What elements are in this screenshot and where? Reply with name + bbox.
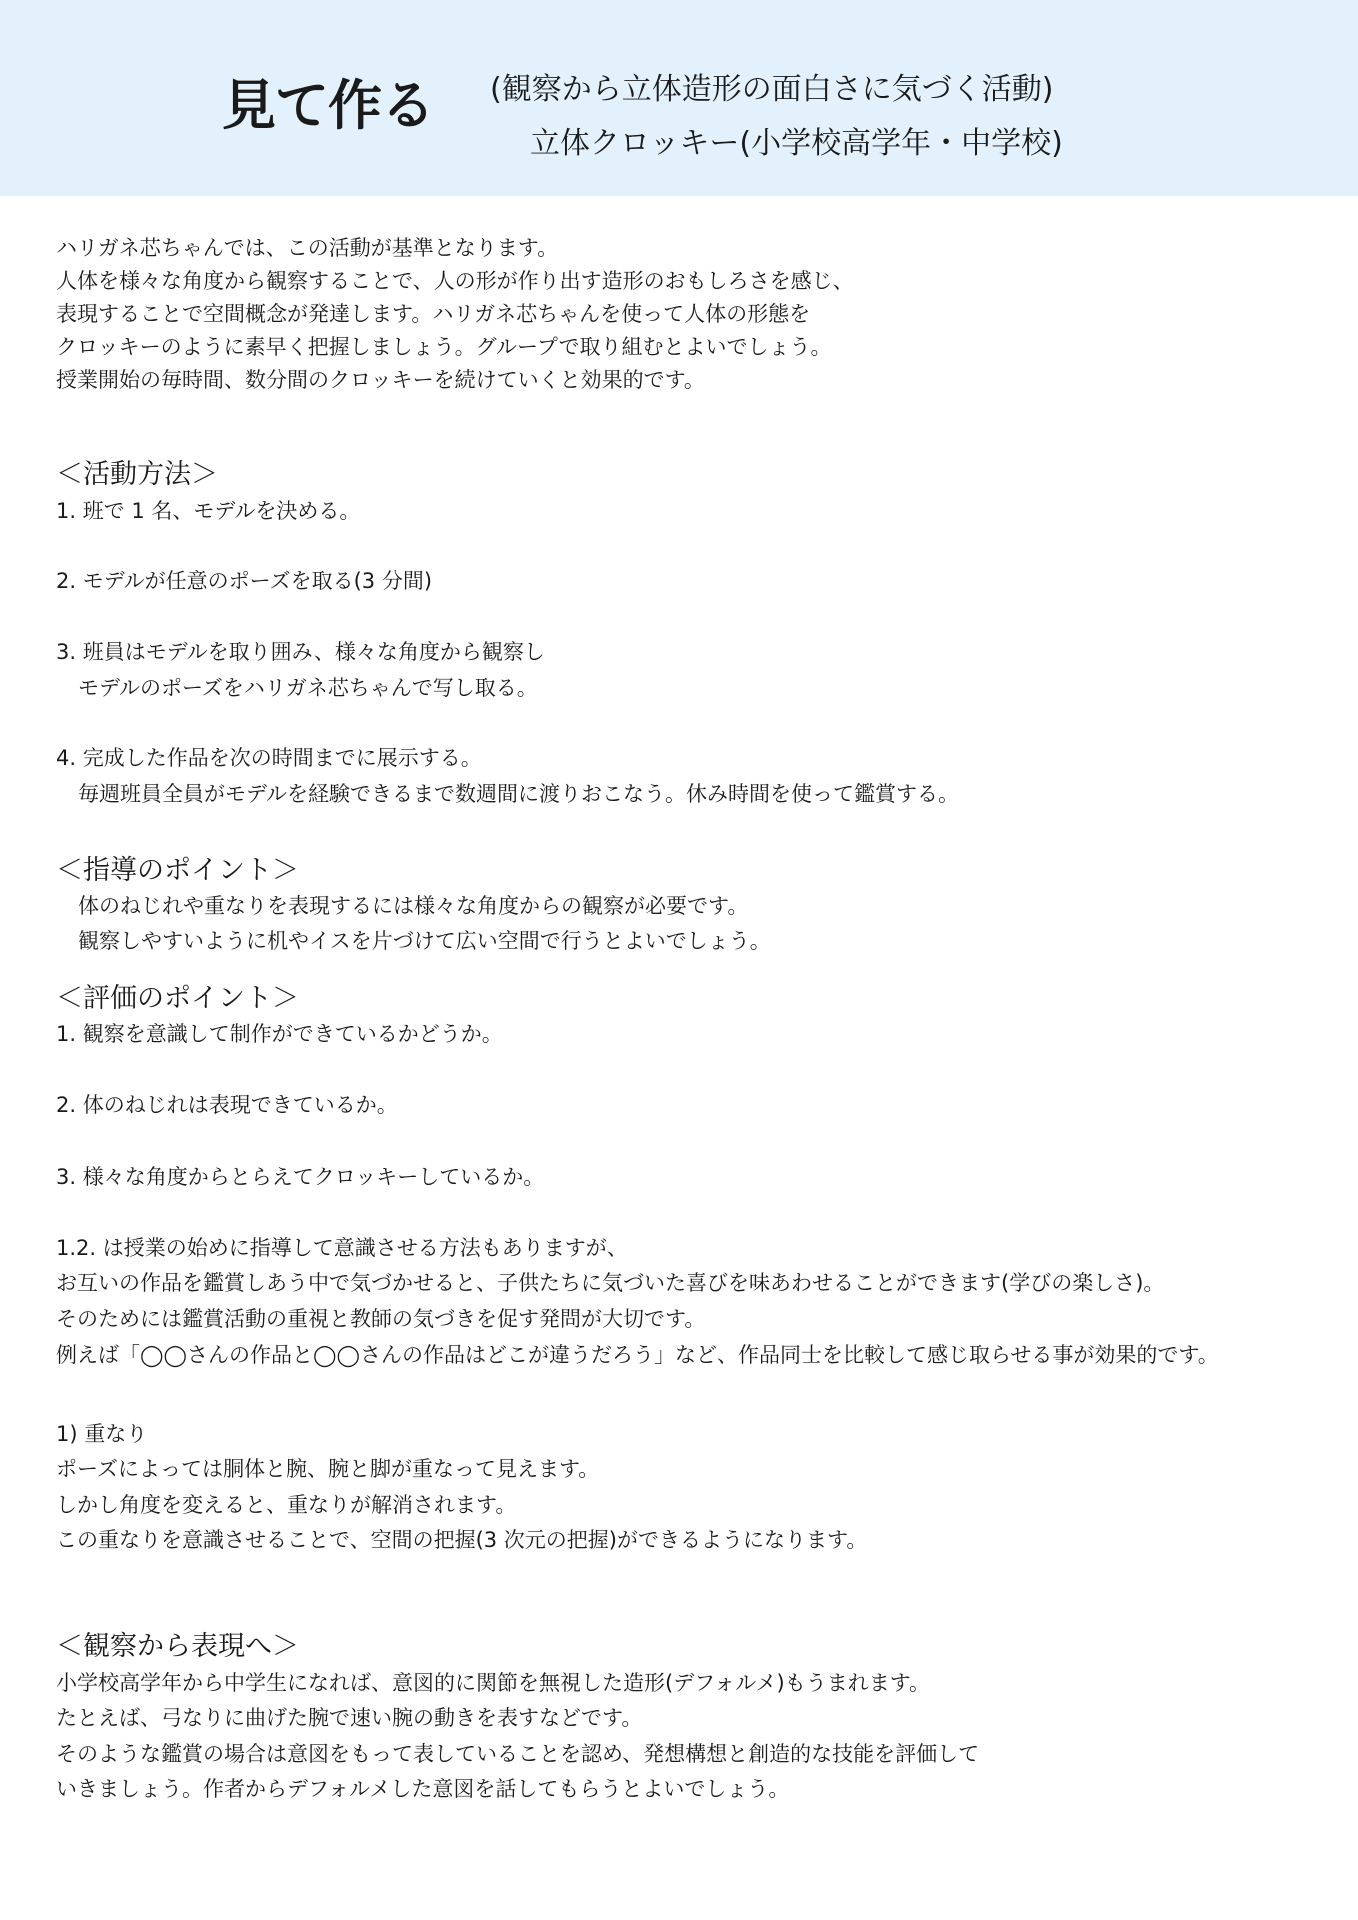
activity-step-cont: 毎週班員全員がモデルを経験できるまで数週間に渡りおこなう。休み時間を使って鑑賞する。 — [78, 782, 959, 806]
expression-line: たとえば、弓なりに曲げた腕で速い腕の動きを表すなどです。 — [56, 1706, 643, 1730]
section-heading-guidance: ＜指導のポイント＞ — [56, 855, 299, 886]
header-banner — [0, 0, 1358, 196]
guidance-line: 観察しやすいように机やイスを片づけて広い空間で行うとよいでしょう。 — [78, 929, 771, 953]
intro-line: 表現することで空間概念が発達します。ハリガネ芯ちゃんを使って人体の形態を — [56, 302, 811, 326]
intro-line: クロッキーのように素早く把握しましょう。グループで取り組むとよいでしょう。 — [56, 335, 832, 359]
section-heading-evaluation: ＜評価のポイント＞ — [56, 983, 299, 1014]
overlap-line: ポーズによっては胴体と腕、腕と脚が重なって見えます。 — [56, 1457, 600, 1481]
evaluation-item: 3. 様々な角度からとらえてクロッキーしているか。 — [56, 1165, 545, 1189]
evaluation-paragraph: そのためには鑑賞活動の重視と教師の気づきを促す発問が大切です。 — [56, 1307, 706, 1331]
intro-line: 授業開始の毎時間、数分間のクロッキーを続けていくと効果的です。 — [56, 368, 705, 392]
activity-step: 1. 班で 1 名、モデルを決める。 — [56, 499, 361, 523]
evaluation-paragraph: お互いの作品を鑑賞しあう中で気づかせると、子供たちに気づいた喜びを味あわせることができます(学びの楽しさ)。 — [56, 1271, 1165, 1295]
page-subtitle: (観察から立体造形の面白さに気づく活動) — [490, 72, 1054, 107]
evaluation-item: 2. 体のねじれは表現できているか。 — [56, 1093, 398, 1117]
expression-line: いきましょう。作者からデフォルメした意図を話してもらうとよいでしょう。 — [56, 1777, 790, 1801]
expression-line: 小学校高学年から中学生になれば、意図的に関節を無視した造形(デフォルメ)もうまれます。 — [56, 1671, 931, 1695]
overlap-line: この重なりを意識させることで、空間の把握(3 次元の把握)ができるようになります。 — [56, 1528, 868, 1552]
expression-line: そのような鑑賞の場合は意図をもって表していることを認め、発想構想と創造的な技能を評価して — [56, 1742, 980, 1766]
guidance-line: 体のねじれや重なりを表現するには様々な角度からの観察が必要です。 — [78, 894, 749, 918]
intro-line: 人体を様々な角度から観察することで、人の形が作り出す造形のおもしろさを感じ、 — [56, 269, 854, 293]
activity-step: 4. 完成した作品を次の時間までに展示する。 — [56, 746, 482, 770]
evaluation-item: 1. 観察を意識して制作ができているかどうか。 — [56, 1022, 503, 1046]
intro-line: ハリガネ芯ちゃんでは、この活動が基準となります。 — [56, 236, 559, 260]
page-title: 見て作る — [222, 74, 434, 137]
activity-step: 3. 班員はモデルを取り囲み、様々な角度から観察し — [56, 640, 545, 664]
overlap-line: しかし角度を変えると、重なりが解消されます。 — [56, 1493, 517, 1517]
activity-step-cont: モデルのポーズをハリガネ芯ちゃんで写し取る。 — [78, 676, 538, 700]
evaluation-paragraph: 1.2. は授業の始めに指導して意識させる方法もありますが、 — [56, 1236, 628, 1260]
evaluation-paragraph: 例えば「◯◯さんの作品と◯◯さんの作品はどこが違うだろう」など、作品同士を比較して感じ取らせる事が効果的です。 — [56, 1343, 1219, 1367]
page-subtitle-2: 立体クロッキー(小学校高学年・中学校) — [530, 126, 1063, 161]
section-heading-expression: ＜観察から表現へ＞ — [56, 1631, 299, 1662]
activity-step: 2. モデルが任意のポーズを取る(3 分間) — [56, 569, 433, 593]
overlap-heading: 1) 重なり — [56, 1422, 148, 1446]
section-heading-activity: ＜活動方法＞ — [56, 459, 218, 490]
